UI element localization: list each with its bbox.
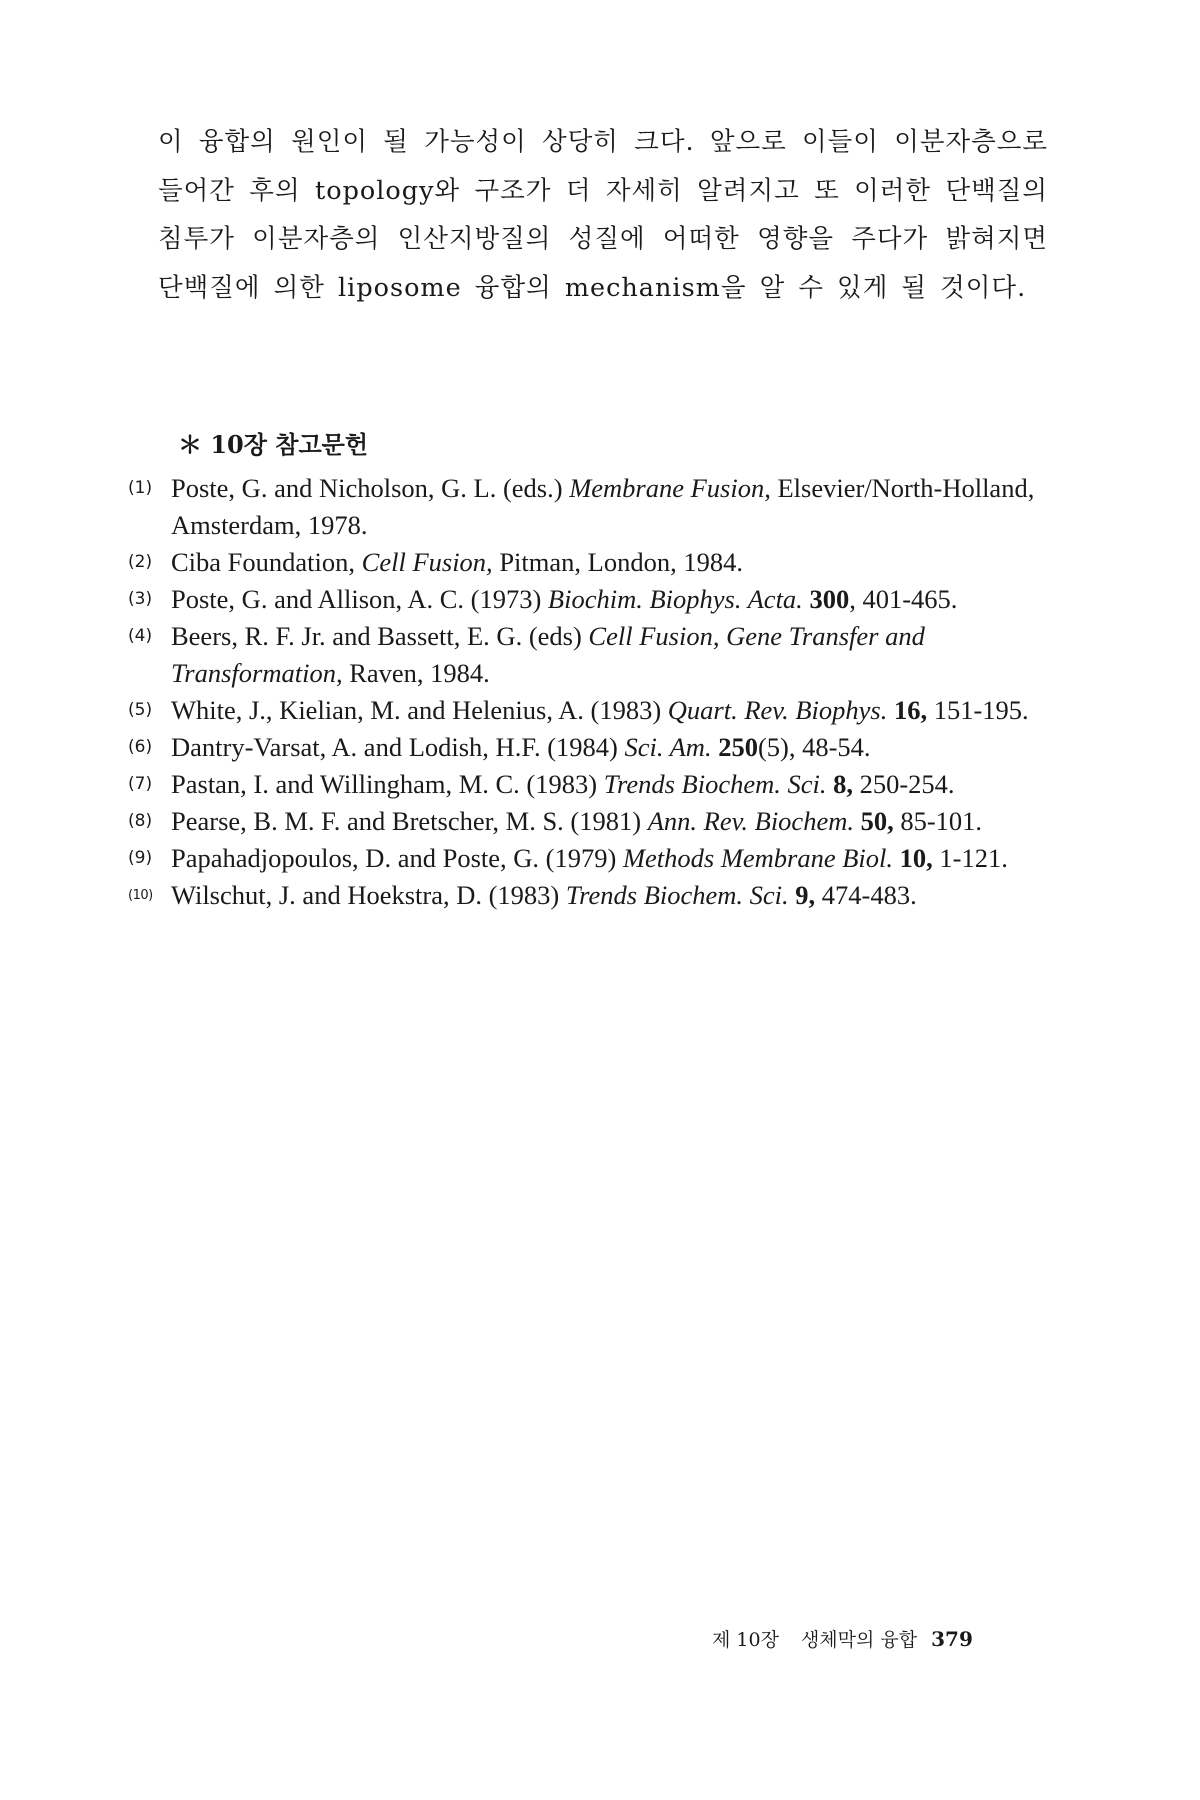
reference-title: Membrane Fusion, bbox=[569, 473, 771, 503]
reference-item bbox=[128, 729, 1058, 766]
reference-number: (3) bbox=[128, 589, 153, 609]
reference-volume: 10, bbox=[899, 843, 933, 873]
reference-volume: 300 bbox=[809, 584, 850, 614]
reference-number: (5) bbox=[128, 700, 153, 720]
reference-number: (1) bbox=[128, 478, 153, 498]
page-footer bbox=[712, 1625, 973, 1654]
reference-title: Cell Fusion, bbox=[361, 547, 493, 577]
page-number: 379 bbox=[931, 1627, 973, 1651]
reference-details: 1-121. bbox=[932, 843, 1008, 873]
reference-number: (2) bbox=[128, 552, 153, 572]
body-paragraph: 이 융합의 원인이 될 가능성이 상당히 크다. 앞으로 이들이 이분자층으로 들어간 후의 topology와 구조가 더 자세히 알려지고 또 이러한 단백질의 침투가 이분자층의 인산지방질의 성질에 어떠한 영향을 주다가 밝혀지면 단백질에 의한 liposome 융합의 mechanism을 알 수 있게 될 것이다. bbox=[158, 127, 1048, 303]
reference-details: Raven, 1984. bbox=[342, 658, 490, 688]
reference-item bbox=[128, 470, 1058, 544]
reference-title: Quart. Rev. Biophys. bbox=[667, 695, 888, 725]
reference-number: (4) bbox=[128, 626, 153, 646]
reference-authors: Dantry-Varsat, A. and Lodish, H.F. (1984) bbox=[171, 732, 625, 762]
reference-number: (8) bbox=[128, 811, 153, 831]
reference-item bbox=[128, 766, 1058, 803]
footer-chapter: 제 10장 bbox=[712, 1629, 779, 1651]
reference-details: Elsevier/North-Holland, Amsterdam, 1978. bbox=[171, 473, 1035, 540]
reference-details: 151-195. bbox=[927, 695, 1029, 725]
reference-item bbox=[128, 692, 1058, 729]
reference-item bbox=[128, 544, 1058, 581]
reference-number: (9) bbox=[128, 848, 153, 868]
footer-title: 생체막의 융합 bbox=[800, 1629, 918, 1651]
reference-details: 474-483. bbox=[815, 880, 917, 910]
reference-authors: Poste, G. and Nicholson, G. L. (eds.) bbox=[171, 473, 570, 503]
reference-authors: Papahadjopoulos, D. and Poste, G. (1979) bbox=[171, 843, 623, 873]
reference-volume: 8, bbox=[833, 769, 853, 799]
reference-details: Pitman, London, 1984. bbox=[492, 547, 743, 577]
reference-volume: 16, bbox=[893, 695, 928, 725]
references-heading: ＊ 10장 참고문헌 bbox=[178, 430, 369, 459]
reference-authors: Pearse, B. M. F. and Bretscher, M. S. (1981) bbox=[171, 806, 648, 836]
reference-authors: Poste, G. and Allison, A. C. (1973) bbox=[171, 584, 548, 614]
reference-title: Methods Membrane Biol. bbox=[622, 843, 894, 873]
reference-authors: Ciba Foundation, bbox=[171, 547, 362, 577]
reference-authors: Pastan, I. and Willingham, M. C. (1983) bbox=[171, 769, 604, 799]
reference-volume: 250 bbox=[718, 732, 758, 762]
reference-details: (5), 48-54. bbox=[757, 732, 871, 762]
reference-title: Sci. Am. bbox=[624, 732, 712, 762]
reference-volume: 9, bbox=[795, 880, 816, 910]
reference-number: (7) bbox=[128, 774, 153, 794]
reference-number: (6) bbox=[128, 737, 153, 757]
reference-title: Trends Biochem. Sci. bbox=[603, 769, 827, 799]
reference-item bbox=[128, 877, 1058, 914]
reference-details: 85-101. bbox=[893, 806, 983, 836]
reference-volume: 50, bbox=[860, 806, 894, 836]
reference-details: , 401-465. bbox=[849, 584, 958, 614]
reference-title: Trends Biochem. Sci. bbox=[565, 880, 789, 910]
reference-details: 250-254. bbox=[852, 769, 955, 799]
reference-title: Biochim. Biophys. Acta. bbox=[547, 584, 803, 614]
reference-item bbox=[128, 840, 1058, 877]
reference-item bbox=[128, 803, 1058, 840]
reference-authors: Beers, R. F. Jr. and Bassett, E. G. (eds) bbox=[171, 621, 589, 651]
reference-item bbox=[128, 618, 1058, 692]
reference-title: Ann. Rev. Biochem. bbox=[647, 806, 854, 836]
reference-item bbox=[128, 581, 1058, 618]
reference-title: Cell Fusion, Gene Transfer and Transformation, bbox=[171, 621, 925, 688]
reference-list bbox=[128, 470, 1058, 914]
reference-number: (10) bbox=[128, 888, 153, 903]
reference-authors: Wilschut, J. and Hoekstra, D. (1983) bbox=[171, 880, 566, 910]
reference-authors: White, J., Kielian, M. and Helenius, A. (1983) bbox=[171, 695, 668, 725]
